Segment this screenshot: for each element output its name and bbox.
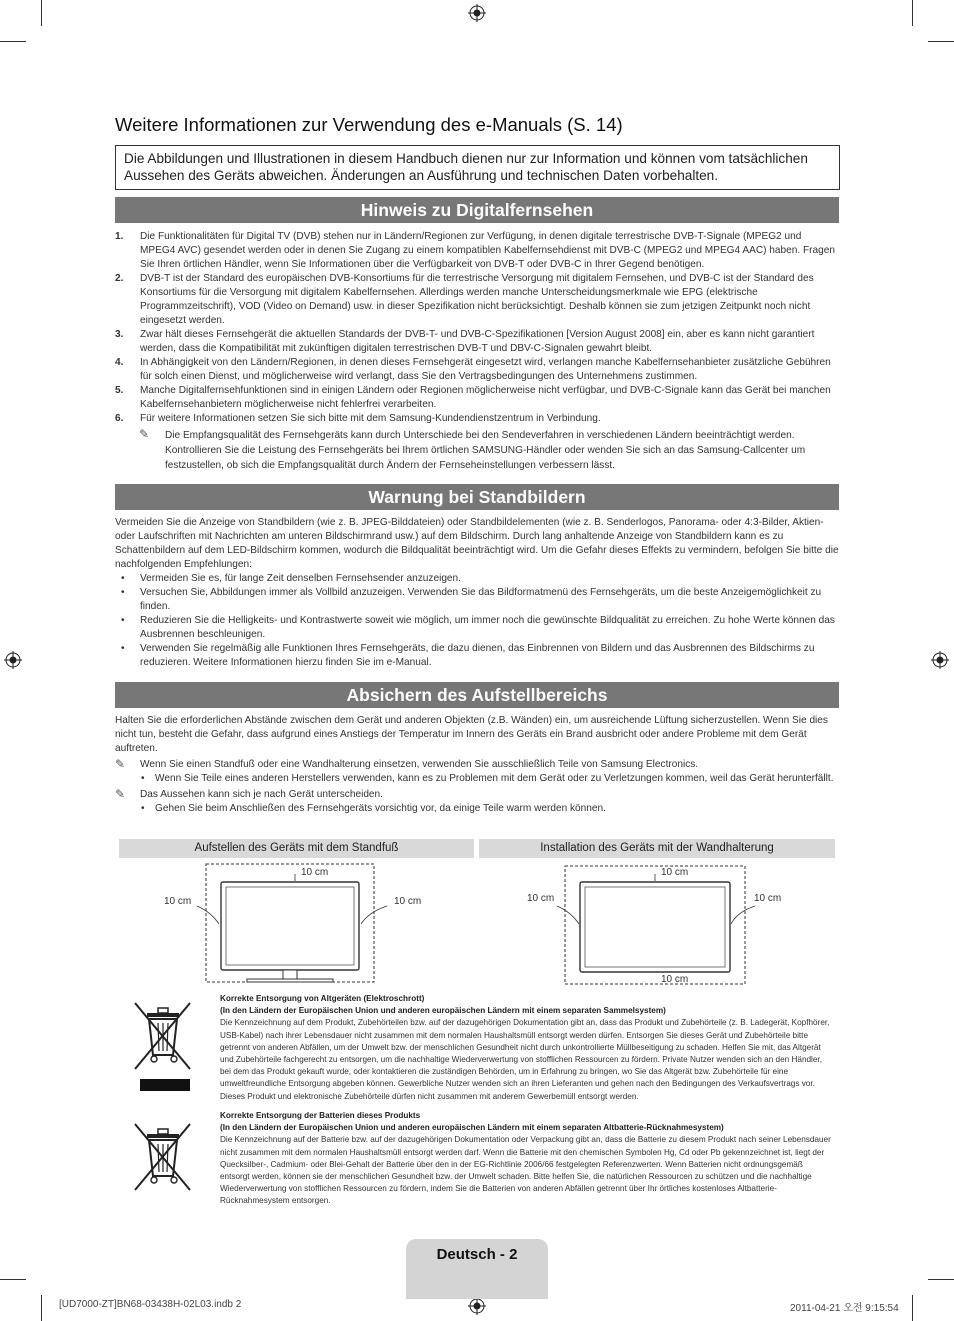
section-title-standbild: Warnung bei Standbildern	[115, 484, 839, 510]
list-item: • Vermeiden Sie es, für lange Zeit denselben Fernsehsender anzuzeigen.	[115, 572, 839, 586]
weee-block	[220, 993, 832, 1103]
crop-mark	[41, 0, 42, 26]
digital-list	[115, 230, 839, 426]
list-item: 2. DVB-T ist der Standard des europäischen DVB-Konsortiums für die terrestrische Versorgung mit digitalem Fernsehen, und DVB-C ist der Standard des Konsortiums für die Versorgung mit digitalem Kabelfernsehen. Allerdings werden manche Unterscheidungsmerkmale wie EPG (elektrische Programmzeitschrift), VOD (Video on Demand) usw. in dieser Spezifikation nicht berücksichtigt. Deshalb können sie zum jetzigen Zeitpunkt noch nicht eingesetzt werden.	[115, 273, 814, 326]
weee-title: Korrekte Entsorgung von Altgeräten (Elektroschrott)	[220, 994, 425, 1003]
crop-mark	[928, 1279, 954, 1280]
note-pencil-icon: ✎	[115, 787, 126, 801]
battery-subtitle: (In den Ländern der Europäischen Union und anderen europäischen Ländern mit einem separaten Altbatterie-Rücknahmesystem)	[220, 1123, 724, 1133]
crop-mark	[912, 1295, 913, 1321]
note-reception: ✎ Die Empfangsqualität des Fernsehgeräts kann durch Unterschiede bei den Sendeverfahren in verschiedenen Ländern beeinträchtigt werden. Kontrollieren Sie die Leistung des Fernsehgeräts bei Ihrem örtlichen SAMSUNG-Händler oder wenden Sie sich an das Samsung-Callcenter um festzustellen, ob sich die Empfangsqualität durch Ändern der Fernseheinstellungen verbessern lässt.	[139, 427, 806, 471]
section-title-aufstellung: Absichern des Aufstellbereichs	[115, 682, 839, 708]
list-item: 5. Manche Digitalfernsehfunktionen sind in einigen Ländern oder Regionen möglicherweise nicht verfügbar, und DVB-C-Signale kann das Gerät bei manchen Kabelfernsehanbietern möglicherweise nicht fehlerfrei verarbeiten.	[115, 385, 831, 410]
list-item: • Verwenden Sie regelmäßig alle Funktionen Ihres Fernsehgeräts, die dazu dienen, das Einbrennen von Bildern und das Ausbrennen des Bildschirms zu reduzieren. Weitere Informationen hierzu finden Sie im e-Manual.	[115, 642, 839, 670]
note-pencil-icon: ✎	[139, 427, 150, 441]
list-item: • Versuchen Sie, Abbildungen immer als Vollbild anzuzeigen. Verwenden Sie das Bildformatmenü des Fernsehgeräts, um die beste Anzeigemöglichkeit zu finden.	[115, 586, 839, 614]
disclaimer-box: Die Abbildungen und Illustrationen in diesem Handbuch dienen nur zur Information und können vom tatsächlichen Aussehen des Geräts abweichen. Änderungen an Ausführung und technischen Daten vorbehalten.	[115, 145, 840, 190]
clearance-right-label: 10 cm	[754, 893, 782, 904]
crop-mark	[912, 0, 913, 26]
diagram-title-stand: Aufstellen des Geräts mit dem Standfuß	[119, 839, 474, 858]
weee-subtitle: (In den Ländern der Europäischen Union und anderen europäischen Ländern mit einem separaten Sammelsystem)	[220, 1006, 666, 1016]
list-item: 6. Für weitere Informationen setzen Sie sich bitte mit dem Samsung-Kundendienstzentrum in Verbindung.	[115, 413, 601, 424]
clearance-right-label: 10 cm	[394, 896, 422, 907]
registration-mark-icon	[931, 651, 949, 669]
wall-clearance-diagram	[479, 860, 835, 988]
standbild-intro: Vermeiden Sie die Anzeige von Standbildern (wie z. B. JPEG-Bilddateien) oder Standbildelementen (wie z. B. Senderlogos, Panorama- oder 4:3-Bilder, Aktien- oder Laufschriften mit Nachrichten am unteren Bildschirmrand usw.) auf dem Bildschirm. Durch lang anhaltende Anzeige von Standbildern kann es zu Schattenbildern auf dem LED-Bildschirm kommen, wodurch die Bildqualität beeinträchtigt wird. Um die Gefahr dieses Effekts zu vermindern, befolgen Sie bitte die nachfolgenden Empfehlungen:	[115, 517, 839, 570]
clearance-top-label: 10 cm	[301, 867, 329, 878]
registration-mark-icon	[468, 1297, 486, 1315]
standbild-section-body	[115, 516, 839, 670]
crossed-bin-icon	[130, 997, 194, 1093]
crop-mark	[41, 1295, 42, 1321]
aufstellung-section-body	[115, 714, 839, 816]
registration-mark-icon	[468, 4, 486, 22]
note-appearance: ✎ Das Aussehen kann sich je nach Gerät unterscheiden.	[115, 787, 383, 801]
standbild-list	[115, 572, 839, 670]
print-slug-file: [UD7000-ZT]BN68-03438H-02L03.indb 2	[59, 1299, 242, 1310]
battery-bin-icon	[130, 1118, 194, 1194]
aufstellung-intro: Halten Sie die erforderlichen Abstände zwischen dem Gerät und anderen Objekten (z.B. Wänden) ein, um ausreichende Lüftung sicherzustellen. Wenn Sie dies nicht tun, besteht die Gefahr, dass aufgrund eines Anstiegs der Temperatur im Innern des Geräts ein Brand ausbricht oder andere Probleme mit dem Gerät auftreten.	[115, 715, 828, 754]
digital-section-body	[115, 230, 839, 473]
crop-mark	[928, 41, 954, 42]
print-slug-date: 2011-04-21 오전 9:15:54	[790, 1303, 899, 1314]
note-sub-item: • Wenn Sie Teile eines anderen Herstellers verwenden, kann es zu Problemen mit dem Gerät oder zu Verletzungen kommen, weil das Gerät herunterfällt.	[115, 772, 839, 786]
battery-title: Korrekte Entsorgung der Batterien dieses Produkts	[220, 1111, 421, 1120]
clearance-left-label: 10 cm	[164, 896, 192, 907]
clearance-bottom-label: 10 cm	[661, 974, 689, 985]
note-pencil-icon: ✎	[115, 757, 126, 771]
registration-mark-icon	[4, 651, 22, 669]
list-item: 3. Zwar hält dieses Fernsehgerät die aktuellen Standards der DVB-T- und DVB-C-Spezifikationen [Version August 2008] ein, aber es kann nicht garantiert werden, dass die Kompatibilität mit zukünftigen digitalen terrestrischen DVB-T und DBV-C-Signalen gewahrt bleibt.	[115, 329, 815, 354]
list-item: 1. Die Funktionalitäten für Digital TV (DVB) stehen nur in Ländern/Regionen zur Verfügung, in denen digitale terrestrische DVB-T-Signale (MPEG2 und MPEG4 AVC) gesendet werden oder in denen Sie Zugang zu einem kompatiblen Kabelfernsehdienst mit DVB-C (MPEG2 und MPEG4 AAC) haben. Fragen Sie Ihren örtlichen Händler, wenn Sie Informationen über die Verfügbarkeit von DVB-T oder DVB-C in Ihrer Gegend benötigen.	[115, 231, 835, 270]
list-item: 4. In Abhängigkeit von den Ländern/Regionen, in denen dieses Fernsehgerät eingesetzt wird, verlangen manche Kabelfernsehanbieter zusätzliche Gebühren für solch einen Dienst, und möglicherweise wird verlangt, dass Sie den Vertragsbedingungen des Unternehmens zustimmen.	[115, 357, 831, 382]
note-original-parts: ✎ Wenn Sie einen Standfuß oder eine Wandhalterung einsetzen, verwenden Sie ausschließlich Teile von Samsung Electronics.	[115, 757, 699, 771]
clearance-top-label: 10 cm	[661, 867, 689, 878]
page-title: Weitere Informationen zur Verwendung des e-Manuals (S. 14)	[115, 114, 623, 135]
clearance-left-label: 10 cm	[527, 893, 555, 904]
crop-mark	[0, 41, 26, 42]
battery-block	[220, 1110, 832, 1208]
section-title-digital: Hinweis zu Digitalfernsehen	[115, 197, 839, 223]
diagram-title-wall: Installation des Geräts mit der Wandhalterung	[479, 839, 835, 858]
stand-clearance-diagram	[119, 860, 474, 985]
battery-text: Die Kennzeichnung auf der Batterie bzw. auf der dazugehörigen Dokumentation oder Verpackung gibt an, dass die Batterie zu diesem Produkt nach seiner Lebensdauer nicht zusammen mit dem normalen Haushaltsmüll entsorgt werden darf. Wenn die Batterie mit den chemischen Symbolen Hg, Cd oder Pb gekennzeichnet ist, liegt der Quecksilber-, Cadmium- oder Blei-Gehalt der Batterie über den in der EG-Richtlinie 2006/66 festgelegten Referenzwerten. Wenn Batterien nicht ordnungsgemäß entsorgt werden, können sie der menschlichen Gesundheit bzw. der Umwelt schaden. Bitte helfen Sie, die natürlichen Ressourcen zu schützen und die nachhaltige Wiederverwertung von stofflichen Ressourcen zu fördern, indem Sie die Batterien von anderen Abfällen getrennt über Ihr örtliches kostenloses Altbatterie- Rücknahmesystem entsorgen.	[220, 1135, 831, 1206]
list-item: • Reduzieren Sie die Helligkeits- und Kontrastwerte soweit wie möglich, um immer noch die gewünschte Bildqualität zu erreichen. Zu hohe Werte können das Ausbrennen beschleunigen.	[115, 614, 839, 642]
page-number-tab: Deutsch - 2	[406, 1239, 548, 1299]
weee-text: Die Kennzeichnung auf dem Produkt, Zubehörteilen bzw. auf der dazugehörigen Dokumentation gibt an, dass das Produkt und Zubehörteile (z. B. Ladegerät, Kopfhörer, USB-Kabel) nach ihrer Lebensdauer nicht zusammen mit dem normalen Haushaltsmüll entsorgt werden dürfen. Entsorgen Sie dieses Gerät und Zubehörteile bitte getrennt von anderen Abfällen, um der Umwelt bzw. der menschlichen Gesundheit nicht durch unkontrollierte Müllbeseitigung zu schaden. Helfen Sie mit, das Altgerät und Zubehörteile fachgerecht zu entsorgen, um die nachhaltige Wiederverwertung von stofflichen Ressourcen zu fördern. Private Nutzer wenden sich an den Händler, bei dem das Produkt gekauft wurde, oder kontaktieren die zuständigen Behörden, um in Erfahrung zu bringen, wo Sie das Altgerät bzw. Zubehörteile für eine umweltfreundliche Entsorgung abgeben können. Gewerbliche Nutzer wenden sich an ihren Lieferanten und gehen nach den Bedingungen des Verkaufsvertrags vor. Dieses Produkt und elektronische Zubehörteile dürfen nicht zusammen mit anderem Gewerbemüll entsorgt werden.	[220, 1018, 830, 1101]
crop-mark	[0, 1279, 26, 1280]
note-sub-item: • Gehen Sie beim Anschließen des Fernsehgeräts vorsichtig vor, da einige Teile warm werden können.	[115, 802, 839, 816]
